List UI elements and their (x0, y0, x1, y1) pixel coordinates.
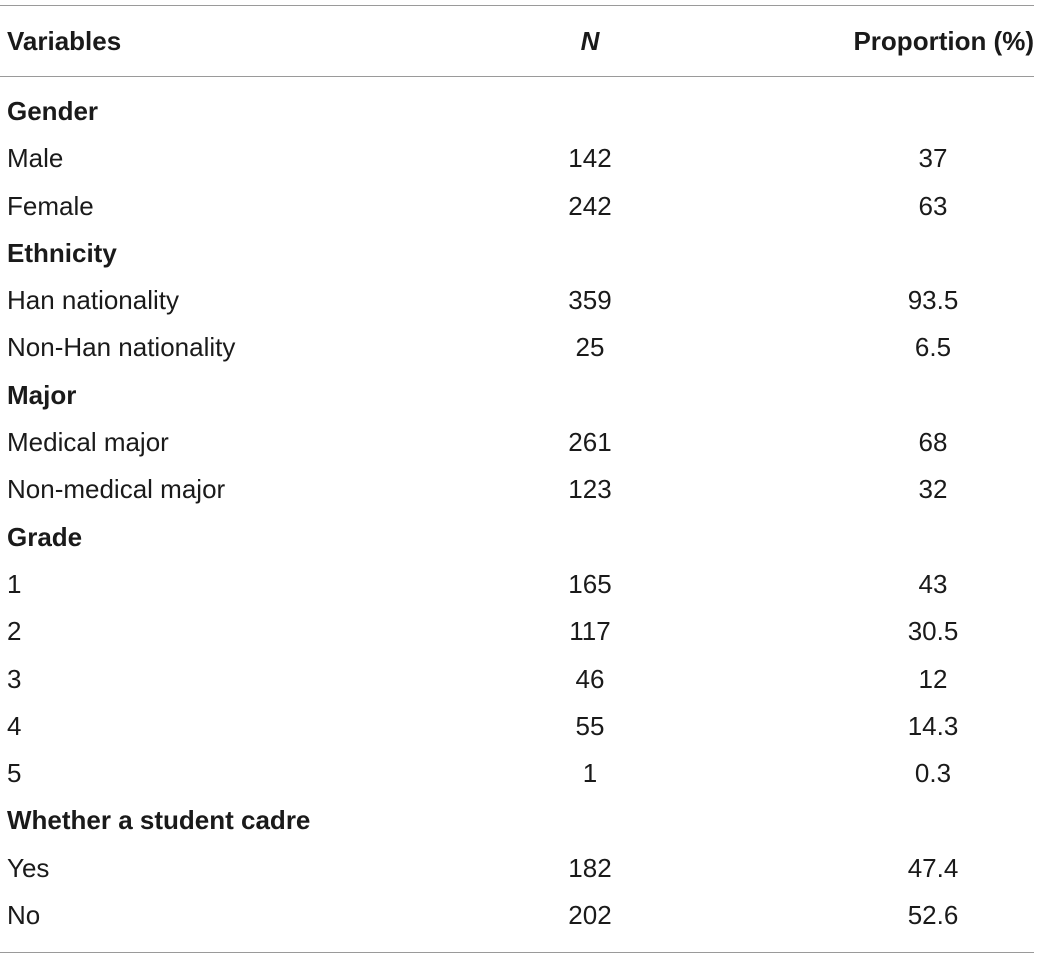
n-value: 142 (568, 143, 612, 174)
group-label: Gender (7, 96, 99, 126)
table-row (0, 845, 1034, 892)
header-n: N (580, 26, 600, 56)
variable-label: 1 (7, 568, 22, 599)
n-value: 117 (569, 616, 611, 647)
n-value: 242 (568, 190, 612, 221)
n-value: 182 (568, 852, 612, 883)
proportion-value: 6.5 (914, 332, 952, 363)
proportion-value: 68 (918, 427, 948, 458)
table-row (0, 466, 1034, 513)
n-value: 261 (568, 427, 612, 458)
n-value: 55 (575, 710, 605, 741)
table-group-row (0, 372, 1034, 419)
table-row (0, 750, 1034, 797)
proportion-value: 32 (918, 474, 948, 505)
proportion-value: 14.3 (907, 710, 959, 741)
proportion-value: 93.5 (907, 285, 959, 316)
table-group-row (0, 797, 1034, 844)
proportion-value: 63 (918, 190, 948, 221)
proportion-value: 43 (918, 568, 948, 599)
variable-label: 4 (7, 710, 22, 741)
n-value: 202 (568, 900, 612, 931)
variable-label: No (7, 900, 41, 931)
variable-label: Han nationality (7, 285, 179, 316)
proportion-value: 30.5 (907, 616, 959, 647)
table-body (0, 88, 1034, 939)
proportion-value: 47.4 (907, 852, 959, 883)
table-bottom-rule (0, 952, 1034, 953)
table-row (0, 183, 1034, 230)
table-header-rule (0, 76, 1034, 77)
n-value: 165 (568, 568, 612, 599)
proportion-value: 0.3 (914, 758, 952, 789)
table-row (0, 419, 1034, 466)
n-value: 1 (582, 758, 598, 789)
group-label: Grade (7, 521, 83, 552)
variable-label: Non-Han nationality (7, 332, 236, 363)
group-label: Whether a student cadre (7, 805, 311, 836)
n-value: 25 (575, 332, 605, 363)
group-label: Major (7, 379, 77, 410)
table-group-row (0, 230, 1034, 277)
table-row (0, 135, 1034, 182)
n-value: 359 (568, 285, 612, 316)
variable-label: Male (7, 143, 64, 174)
variable-label: Non-medical major (7, 474, 226, 505)
variable-label: 3 (7, 663, 22, 694)
variable-label: 2 (7, 616, 22, 647)
table-row (0, 324, 1034, 371)
table-row (0, 277, 1034, 324)
table-group-row (0, 514, 1034, 561)
table-row (0, 608, 1034, 655)
variable-label: Female (7, 190, 94, 221)
variable-label: 5 (7, 758, 22, 789)
table-row (0, 561, 1034, 608)
proportion-value: 37 (918, 143, 948, 174)
n-value: 46 (575, 663, 605, 694)
group-label: Ethnicity (7, 237, 117, 268)
table-group-row (0, 88, 1034, 135)
header-variables: Variables (7, 26, 122, 56)
n-value: 123 (568, 474, 612, 505)
proportion-value: 12 (918, 663, 948, 694)
variable-label: Medical major (7, 427, 169, 458)
table-row (0, 703, 1034, 750)
table-header-row (0, 6, 1034, 76)
table-row (0, 656, 1034, 703)
header-proportion: Proportion (%) (853, 26, 1034, 56)
proportion-value: 52.6 (907, 900, 959, 931)
variable-label: Yes (7, 852, 50, 883)
table-row (0, 892, 1034, 939)
